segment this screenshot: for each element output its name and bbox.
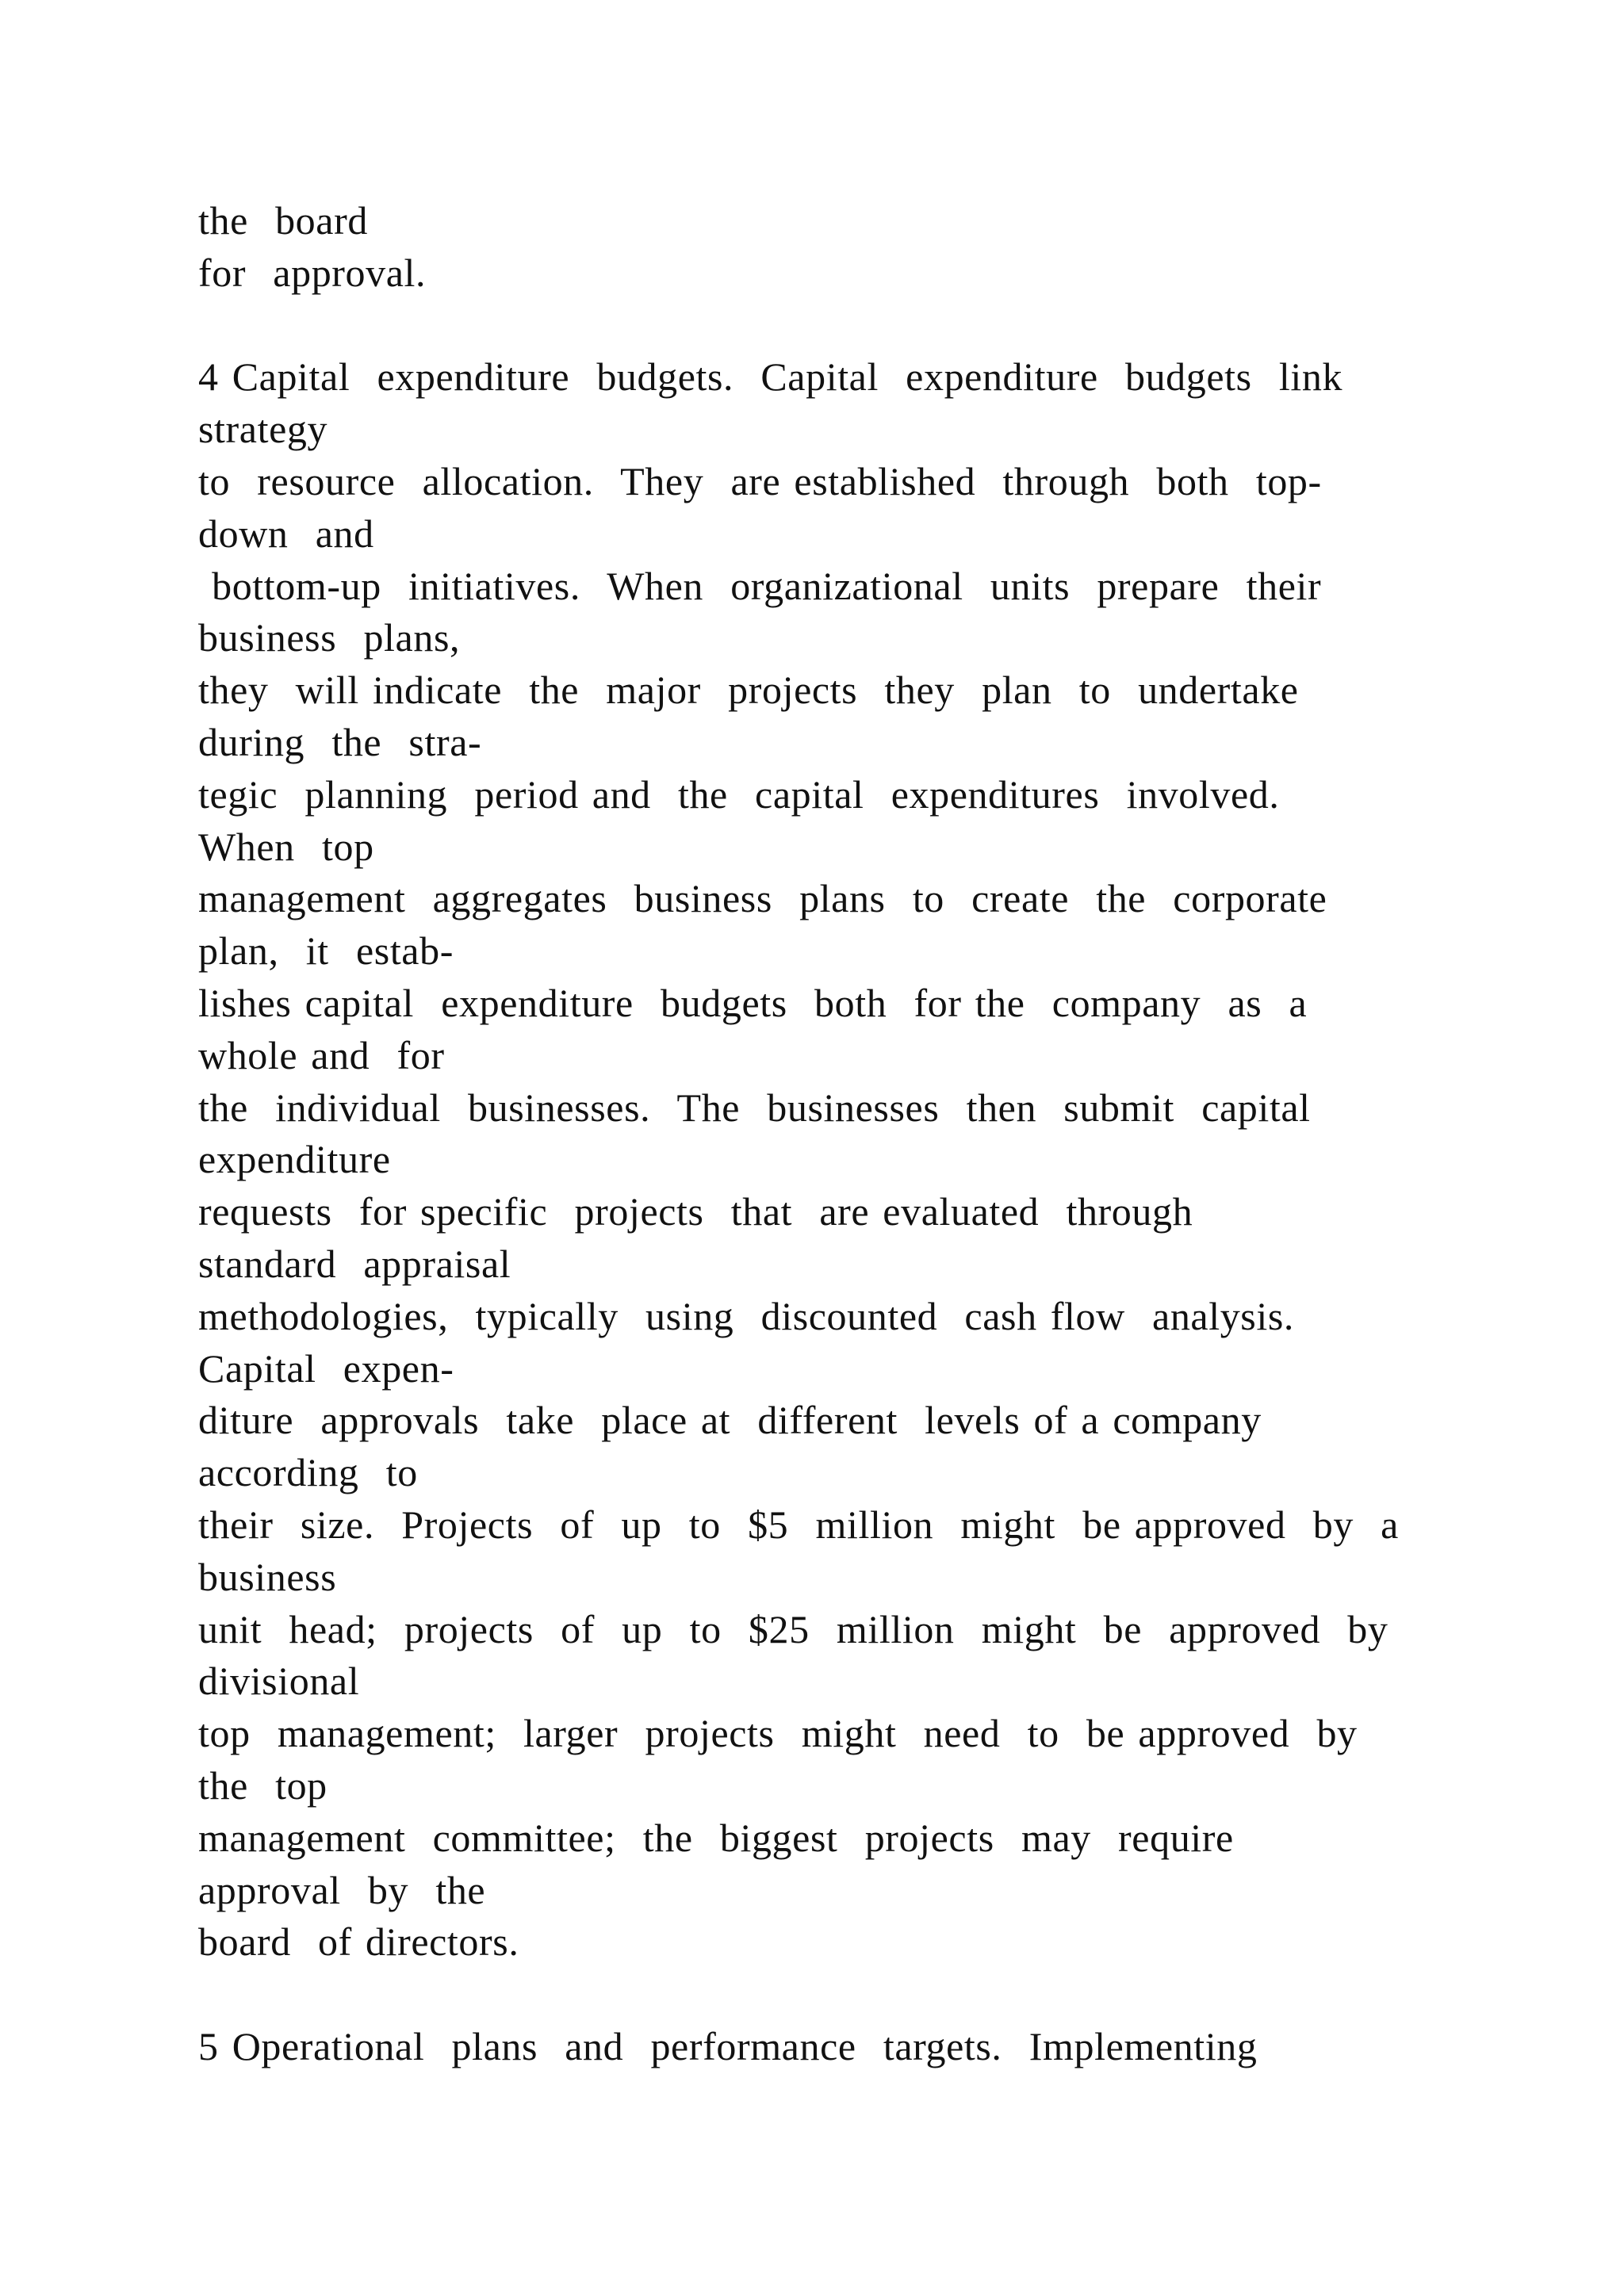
text-line: during the stra- (198, 719, 482, 764)
text-line: management committee; the biggest projects may require (198, 1815, 1234, 1860)
text-line: to resource allocation. They are established through both top- (198, 458, 1322, 503)
text-line: top management; larger projects might need to be approved by (198, 1711, 1358, 1756)
text-line: expenditure (198, 1137, 391, 1182)
text-line: diture approvals take place at different levels of a company (198, 1398, 1262, 1443)
text-line: plan, it estab- (198, 928, 454, 974)
text-line: whole and for (198, 1032, 445, 1077)
text-line: business plans, (198, 615, 461, 660)
text-line: methodologies, typically using discounted cash flow analysis. (198, 1293, 1295, 1338)
text-line: bottom-up initiatives. When organizational units prepare their (198, 563, 1322, 608)
text-line: management aggregates business plans to create the corporate (198, 876, 1327, 921)
text-line: board of directors. (198, 1919, 519, 1965)
text-line: strategy (198, 407, 328, 452)
text-line: their size. Projects of up to $5 million might be approved by a (198, 1502, 1399, 1547)
text-line: tegic planning period and the capital expenditures involved. (198, 771, 1280, 817)
text-line: the top (198, 1762, 327, 1808)
text-line: for approval. (198, 250, 427, 295)
text-line: Capital expen- (198, 1345, 454, 1391)
text-line: lishes capital expenditure budgets both for the company as a (198, 980, 1308, 1025)
text-line: down and (198, 511, 374, 556)
document-body (198, 195, 1435, 2073)
text-line: the board (198, 198, 368, 243)
paragraph-gap (198, 1969, 1435, 2021)
text-line: standard appraisal (198, 1241, 511, 1286)
text-line: divisional (198, 1659, 360, 1704)
text-line: the individual businesses. The businesses then submit capital (198, 1085, 1311, 1130)
paragraph-5-heading-line: 5 Operational plans and performance targets. Implementing (198, 2023, 1258, 2068)
text-line: business (198, 1554, 337, 1599)
text-line: requests for specific projects that are evaluated through (198, 1189, 1193, 1234)
text-line: approval by the (198, 1867, 486, 1912)
text-line: When top (198, 824, 374, 869)
paragraph-gap (198, 300, 1435, 352)
text-line: according to (198, 1450, 418, 1495)
text-line: they will indicate the major projects they plan to undertake (198, 668, 1299, 713)
text-line: unit head; projects of up to $25 million might be approved by (198, 1606, 1388, 1651)
paragraph-4-heading-line: 4 Capital expenditure budgets. Capital expenditure budgets link (198, 354, 1343, 400)
